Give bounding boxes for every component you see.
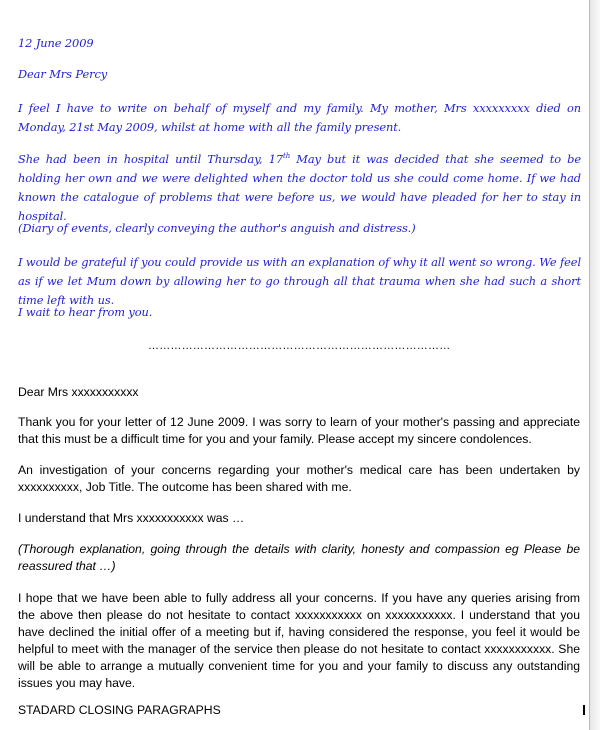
letter-paragraph-1: I feel I have to write on behalf of myself and my family. My mother, Mrs xxxxxxxxx died on Monday, 21st May 2009, whilst at home with all the family present. [18, 101, 581, 134]
page-edge-shadow [590, 0, 600, 730]
page-marker [583, 705, 585, 715]
reply-paragraph-5: I hope that we have been able to fully address all your concerns. If you have any queries arising from the above then please do not hesitate to contact xxxxxxxxxxx on xxxxxxxxxxx. I understand that you have declined the initial offer of a meeting but if, having considered the response, you feel it would be helpful to meet with the manager of the service then please do not hesitate to contact xxxxxxxxxxx. She will be able to arrange a mutually convenient time for you and your family to discuss any outstanding issues you may have. [18, 591, 580, 690]
reply-paragraph-1: Thank you for your letter of 12 June 2009. I was sorry to learn of your mother's passing and appreciate that this must be a difficult time for you and your family. Please accept my sincere condolences. [18, 415, 580, 446]
reply-paragraph-2: An investigation of your concerns regarding your mother's medical care has been undertaken by xxxxxxxxxx, Job Title. The outcome has been shared with me. [18, 463, 580, 494]
letter-closing: I wait to hear from you. [18, 305, 153, 319]
section-divider: ……………………………………………………………………… [148, 340, 450, 352]
letter-paragraph-2-end: May but it was decided that she seemed to be holding her own and we were delighted when the doctor told us she could come home. If we had known the catalogue of problems that were before us, we would have pleaded for her to stay in hospital. [18, 152, 582, 223]
letter-paragraph-3: I would be grateful if you could provide us with an explanation of why it all went so wrong. We feel as if we let Mum down by allowing her to go through all that trauma when she had such a short time left with us. [18, 255, 581, 307]
letter-paragraph-2-sup: th [283, 152, 291, 161]
reply-paragraph-4: (Thorough explanation, going through the details with clarity, honesty and compassion eg Please be reassured that …) [18, 542, 580, 573]
letter-paragraph-2 [18, 150, 581, 226]
letter-salutation: Dear Mrs Percy [18, 67, 108, 81]
reply-salutation: Dear Mrs xxxxxxxxxxx [18, 385, 139, 399]
reply-paragraph-3: I understand that Mrs xxxxxxxxxxx was … [18, 511, 245, 525]
letter-date: 12 June 2009 [18, 36, 94, 50]
letter-paragraph-2-start: She had been in hospital until Thursday, 17 [18, 152, 284, 166]
letter-note: (Diary of events, clearly conveying the author's anguish and distress.) [18, 221, 416, 235]
closing-paragraphs-heading: STADARD CLOSING PARAGRAPHS [18, 703, 221, 717]
